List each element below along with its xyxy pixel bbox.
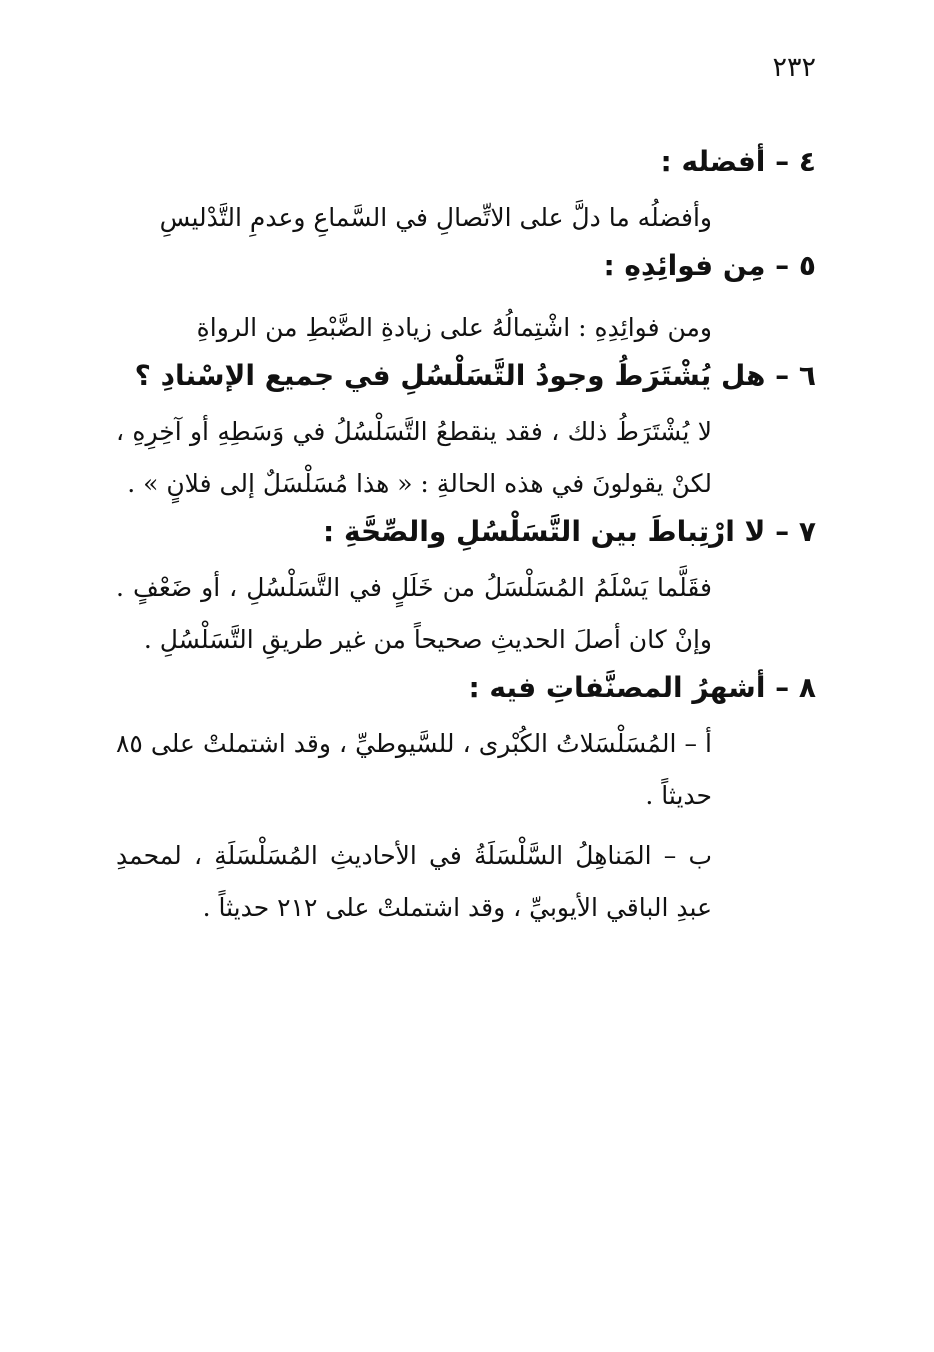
- section-heading-7: ٧ – لا ارْتِباطَ بين التَّسَلْسُلِ والصِّحَّةِ :: [323, 515, 816, 548]
- section-heading-6: ٦ – هل يُشْتَرَطُ وجودُ التَّسَلْسُلِ في جميع الإسْنادِ ؟: [134, 359, 816, 392]
- section-heading-5: ٥ – مِن فوائِدِهِ :: [603, 249, 816, 282]
- section-8-item-a: أ – المُسَلْسَلاتُ الكُبْرى ، للسَّيوطيِّ ، وقد اشتملتْ على ٨٥ حديثاً .: [116, 729, 712, 810]
- section-5-paragraph: ومن فوائِدِهِ : اشْتِمالُهُ على زيادةِ الضَّبْطِ من الرواةِ: [196, 313, 712, 342]
- section-8-item-b: ب – المَناهِلُ السَّلْسَلَةُ في الأحاديثِ المُسَلْسَلَةِ ، لمحمدِ عبدِ الباقي الأيوبيِّ ، وقد اشتملتْ على ٢١٢ حديثاً .: [116, 841, 712, 922]
- page-number: ٢٣٢: [772, 52, 816, 83]
- section-heading-8: ٨ – أشهرُ المصنَّفاتِ فيه :: [468, 671, 816, 704]
- section-4-paragraph: وأفضلُه ما دلَّ على الاتِّصالِ في السَّماعِ وعدمِ التَّدْليسِ: [159, 203, 712, 232]
- section-7-paragraph: فقَلَّما يَسْلَمُ المُسَلْسَلُ من خَلَلٍ في التَّسَلْسُلِ ، أو ضَعْفٍ . وإنْ كان أصلَ الحديثِ صحيحاً من غير طريقِ التَّسَلْسُلِ .: [116, 573, 712, 654]
- page-content: [112, 140, 816, 934]
- section-heading-4: ٤ – أفضله :: [660, 145, 816, 178]
- section-6-paragraph: لا يُشْتَرَطُ ذلك ، فقد ينقطعُ التَّسَلْسُلُ في وَسَطِهِ أو آخِرِهِ ، لكنْ يقولونَ في هذه الحالةِ : « هذا مُسَلْسَلٌ إلى فلانٍ » .: [116, 417, 712, 498]
